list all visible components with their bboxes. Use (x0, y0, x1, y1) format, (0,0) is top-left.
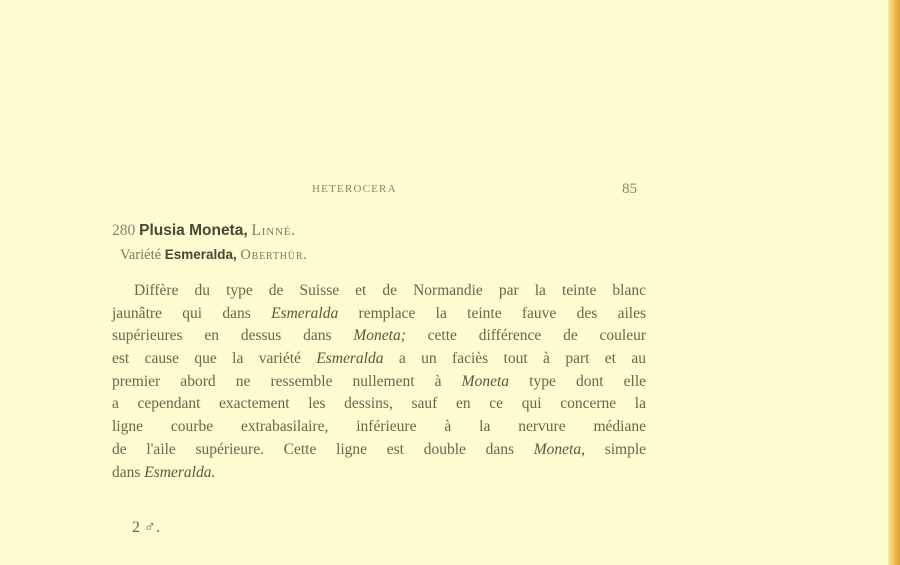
description-paragraph (112, 280, 646, 484)
text-line: Diffère du type de Suisse et de Normandie par la teinte blanc (134, 282, 646, 299)
text-line: ligne courbe extrabasilaire, inférieure à la nervure médiane (112, 418, 646, 436)
species-author: Linné. (251, 222, 296, 239)
running-head-title: HETEROCERA (312, 183, 397, 195)
variety-line (120, 247, 308, 264)
species-name: Plusia Moneta, (139, 222, 248, 239)
variety-author: Oberthür. (240, 247, 308, 263)
text-line: supérieures en dessus dans Moneta; cette différence de couleur (112, 327, 646, 345)
text-line: jaunâtre qui dans Esmeralda remplace la teinte fauve des ailes (112, 304, 646, 322)
variety-name: Esmeralda, (164, 247, 237, 262)
text-line: de l'aile supérieure. Cette ligne est double dans Moneta, simple (112, 440, 647, 458)
variety-label: Variété (120, 247, 162, 263)
specimen-count: 2 ♂. (132, 519, 160, 536)
text-line: est cause que la variété Esmeralda a un faciès tout à part et au (112, 350, 647, 368)
running-head (0, 181, 900, 201)
text-line: a cependant exactement les dessins, sauf en ce qui concerne la (112, 395, 646, 413)
page-edge (888, 0, 900, 565)
entry-number: 280 (112, 222, 136, 239)
text-line: premier abord ne ressemble nullement à Moneta type dont elle (112, 372, 647, 390)
page-number: 85 (622, 181, 637, 197)
text-line: dans Esmeralda. (112, 463, 216, 481)
entry-heading (112, 222, 296, 240)
